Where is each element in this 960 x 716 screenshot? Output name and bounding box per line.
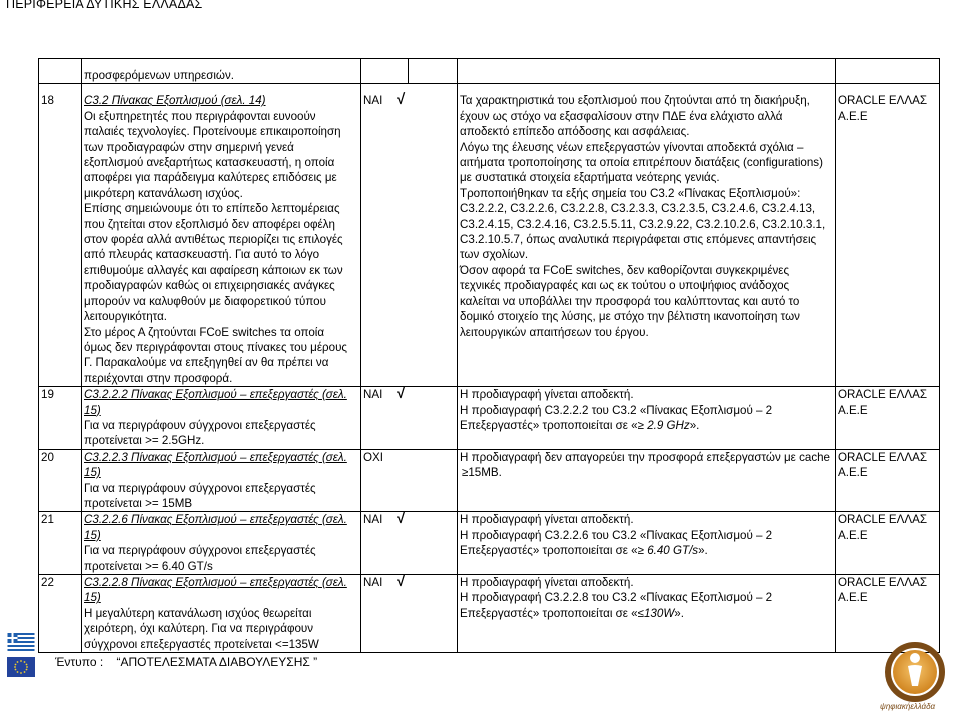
comment-line: Στο μέρος Α ζητούνται FCoE switches τα οποία <box>84 325 325 339</box>
digital-greece-logo-icon <box>880 640 950 706</box>
logo-caption: ψηφιακήελλάδα <box>880 702 936 711</box>
continuation-text: προσφερόμενων υπηρεσιών. <box>82 59 361 84</box>
response-line: C3.2.10.5.7, όπως αναλυτικά περιγράφεται στις επόμενες απαντήσεις <box>460 233 817 247</box>
respondent-cell <box>836 84 940 387</box>
response-line: Επεξεργαστές» τροποποιείται σε «≥ 2.9 GHz». <box>460 418 700 432</box>
response-line: αποδεκτό επίπεδο απόδοσης και ασφάλειας. <box>460 125 690 139</box>
comment-line: προδιαγραφών καθώς οι επιχειρησιακές ανάγκες <box>84 279 335 293</box>
comment-line: Επίσης σημειώνουμε ότι το επίπεδο λεπτομέρειας <box>84 202 340 216</box>
respondent-name: ORACLE ΕΛΛΑΣ <box>838 94 928 108</box>
comment-line: μικρότερη κατανάλωση ισχύος. <box>84 186 243 200</box>
comment-line: προτείνεται >= 2.5GHz. <box>84 434 205 448</box>
comment-cell <box>82 512 361 575</box>
section-reference: C3.2.2.8 Πίνακας Εξοπλισμού – επεξεργαστές (σελ. <box>84 576 347 589</box>
response-cell <box>458 387 836 450</box>
response-line: καλείται να υποβάλλει την προσφορά του καλύπτοντας και αυτό το <box>460 294 800 308</box>
respondent-name: ORACLE ΕΛΛΑΣ <box>838 513 928 527</box>
page-header-title: ΠΕΡΙΦΕΡΕΙΑ ΔΥΤΙΚΗΣ ΕΛΛΑΔΑΣ <box>6 0 203 11</box>
response-line: Επεξεργαστές» τροποποιείται σε «≤130W». <box>460 606 684 620</box>
answer-value: ΝΑΙ <box>363 576 383 589</box>
response-line: Λόγω της έλευσης νέων επεξεργαστών γίνονται αποδεκτά σχόλια – <box>460 140 804 154</box>
response-line: με συστατικά στοιχεία εξαρτήματα νεότερης γενιάς. <box>460 171 720 185</box>
comment-line: όμως δεν περιγράφονται στους πίνακες του μέρους <box>84 340 347 354</box>
response-line: Όσον αφορά τα FCoE switches, δεν καθορίζονται συγκεκριμένες <box>460 263 790 277</box>
modified-value: ≥ 6.40 GT/s <box>637 544 699 558</box>
comment-line: προτείνεται >= 15MB <box>84 496 193 510</box>
response-line: Η προδιαγραφή γίνεται αποδεκτή. <box>460 513 634 527</box>
response-line: λειτουργικών απαιτήσεων του έργου. <box>460 325 649 339</box>
response-line: Η προδιαγραφή C3.2.2.6 του C3.2 «Πίνακας Εξοπλισμού – 2 <box>460 528 773 542</box>
respondent-suffix: Α.Ε.Ε <box>838 109 868 123</box>
comment-line: επιθυμούμε αλλαγές και αφαίρεση κάποιων εκ των <box>84 263 343 277</box>
response-line: ≥15MB. <box>462 466 502 480</box>
comment-cell <box>82 387 361 450</box>
respondent-name: ORACLE ΕΛΛΑΣ <box>838 576 928 589</box>
respondent-suffix: Α.Ε.Ε <box>838 591 868 605</box>
response-cell <box>458 575 836 653</box>
section-reference: C3.2.2.6 Πίνακας Εξοπλισμού – επεξεργαστές (σελ. <box>84 513 347 527</box>
section-reference-page: 15) <box>84 466 101 480</box>
checkmark-icon: √ <box>397 573 406 590</box>
table-row <box>39 449 940 512</box>
section-reference-page: 15) <box>84 591 101 605</box>
comment-line: που ζητείται στον εξοπλισμό δεν αποφέρει οφέλη <box>84 217 335 231</box>
row-number: 19 <box>39 387 82 450</box>
table-row <box>39 512 940 575</box>
comment-line: προτείνεται >= 6.40 GT/s <box>84 559 213 573</box>
checkmark-icon: √ <box>397 91 406 109</box>
comment-line: Για να περιγράφουν σύγχρονοι επεξεργαστές <box>84 418 316 432</box>
response-line: Η προδιαγραφή γίνεται αποδεκτή. <box>460 388 634 402</box>
comment-line: Για να περιγράφουν σύγχρονοι επεξεργαστές <box>84 544 316 558</box>
comment-cell <box>82 84 361 387</box>
response-line: Η προδιαγραφή δεν απαγορεύει την προσφορά επεξεργαστών με cache <box>460 450 831 464</box>
response-line: Η προδιαγραφή C3.2.2.2 του C3.2 «Πίνακας Εξοπλισμού – 2 <box>460 403 773 417</box>
respondent-cell <box>836 387 940 450</box>
modified-value: ≥ 2.9 GHz <box>637 418 690 432</box>
answer-value: ΟΧΙ <box>363 450 383 464</box>
response-line: Τα χαρακτηριστικά του εξοπλισμού που ζητούνται από τη διακήρυξη, <box>460 94 810 108</box>
table-row <box>39 575 940 653</box>
table-row-continuation <box>39 59 940 84</box>
comment-line: μπορούν να καλυφθούν με διαφορετικού τύπου <box>84 294 326 308</box>
comment-line: λειτουργικότητα. <box>84 310 168 324</box>
section-reference-page: 15) <box>84 403 101 417</box>
comment-line: παλαιές τεχνολογίες. Προτείνουμε επικαιροποίηση <box>84 125 341 139</box>
section-reference-page: 15) <box>84 528 101 542</box>
response-line: Τροποποιήθηκαν τα εξής σημεία του C3.2 «Πίνακας Εξοπλισμού»: <box>460 186 801 200</box>
comment-line: περιέχονται στην προσφορά. <box>84 371 233 385</box>
respondent-suffix: Α.Ε.Ε <box>838 403 868 417</box>
respondent-cell <box>836 449 940 512</box>
answer-cell <box>361 84 458 387</box>
comment-line: χειρότερη, όχι καλύτερη. Για να περιγράφουν <box>84 622 314 636</box>
response-line: Η προδιαγραφή γίνεται αποδεκτή. <box>460 576 634 589</box>
table-row <box>39 387 940 450</box>
answer-value: ΝΑΙ <box>363 513 383 527</box>
response-line: C3.2.2.2, C3.2.2.6, C3.2.2.8, C3.2.3.3, C3.2.3.5, C3.2.4.6, C3.2.4.13, <box>460 202 816 216</box>
answer-cell <box>361 575 458 653</box>
response-line: Η προδιαγραφή C3.2.2.8 του C3.2 «Πίνακας Εξοπλισμού – 2 <box>460 591 773 605</box>
comment-line: αποφέρει για παράδειγμα καλύτερες επιδόσεις με <box>84 171 337 185</box>
response-cell <box>458 449 836 512</box>
respondent-cell <box>836 512 940 575</box>
section-reference: C3.2 Πίνακας Εξοπλισμού (σελ. 14) <box>84 94 266 108</box>
consultation-results-table <box>38 58 940 653</box>
comment-cell <box>82 575 361 653</box>
respondent-name: ORACLE ΕΛΛΑΣ <box>838 388 928 402</box>
answer-cell <box>361 449 458 512</box>
table-row <box>39 84 940 387</box>
comment-line: σύγχρονοι επεξεργαστές προτείνεται <=135W <box>84 637 319 651</box>
response-line: Επεξεργαστές» τροποποιείται σε «≥ 6.40 GT/s». <box>460 544 708 558</box>
response-line: δομικό στοιχείο της λύσης, με στόχο την βέλτιστη ικανοποίηση των <box>460 310 800 324</box>
answer-value: ΝΑΙ <box>363 94 383 108</box>
response-line: αιτήματα τροποποίησης τα οποία επιτρέπουν διατάξεις (configurations) <box>460 156 823 170</box>
row-number: 20 <box>39 449 82 512</box>
response-line: τεχνικές προδιαγραφές και ως εκ τούτου ο υποψήφιος ανάδοχος <box>460 279 790 293</box>
comment-cell <box>82 449 361 512</box>
respondent-suffix: Α.Ε.Ε <box>838 466 868 480</box>
comment-line: στον φορέα αλλά αντιθέτως περιορίζει τις επιλογές <box>84 233 343 247</box>
comment-line: εξοπλισμού ανεξαρτήτως κατασκευαστή, η οποία <box>84 156 335 170</box>
answer-cell <box>361 387 458 450</box>
response-cell <box>458 84 836 387</box>
comment-line: Οι εξυπηρετητές που περιγράφονται ευνοούν <box>84 109 316 123</box>
flags-group <box>7 633 35 677</box>
modified-value: ≤130W <box>637 606 675 620</box>
row-number: 18 <box>39 84 82 387</box>
answer-cell <box>361 512 458 575</box>
comment-line: Για να περιγράφουν σύγχρονοι επεξεργαστές <box>84 481 316 495</box>
response-line: έχουν ως στόχο να εξασφαλίσουν στην ΠΔΕ ένα ελάχιστο αλλά <box>460 109 783 123</box>
eu-flag-icon <box>7 657 35 677</box>
section-reference: C3.2.2.3 Πίνακας Εξοπλισμού – επεξεργαστές (σελ. <box>84 450 347 464</box>
checkmark-icon: √ <box>397 510 406 528</box>
comment-line: από πλευράς κατασκευαστή. Για αυτό το λόγο <box>84 248 320 262</box>
response-line: C3.2.4.15, C3.2.4.16, C3.2.5.5.11, C3.2.9.22, C3.2.10.2.6, C3.2.10.3.1, <box>460 217 826 231</box>
comment-line: των προδιαγραφών στην σημερινή γενεά <box>84 140 294 154</box>
row-number: 22 <box>39 575 82 653</box>
greek-flag-icon <box>7 633 35 651</box>
response-cell <box>458 512 836 575</box>
footer-form-value: “ΑΠΟΤΕΛΕΣΜΑΤΑ ΔΙΑΒΟΥΛΕΥΣΗΣ ” <box>116 655 318 669</box>
answer-value: ΝΑΙ <box>363 388 383 402</box>
respondent-suffix: Α.Ε.Ε <box>838 528 868 542</box>
comment-line: Η μεγαλύτερη κατανάλωση ισχύος θεωρείται <box>84 606 312 620</box>
checkmark-icon: √ <box>397 385 406 403</box>
footer-form-label: Έντυπο : “ΑΠΟΤΕΛΕΣΜΑΤΑ ΔΙΑΒΟΥΛΕΥΣΗΣ ” <box>55 655 318 669</box>
row-number: 21 <box>39 512 82 575</box>
respondent-name: ORACLE ΕΛΛΑΣ <box>838 450 928 464</box>
response-line: των σχολίων. <box>460 248 529 262</box>
section-reference: C3.2.2.2 Πίνακας Εξοπλισμού – επεξεργαστές (σελ. <box>84 388 347 402</box>
comment-line: Γ. Παρακαλούμε να επεξηγηθεί αν θα πρέπει να <box>84 356 329 370</box>
